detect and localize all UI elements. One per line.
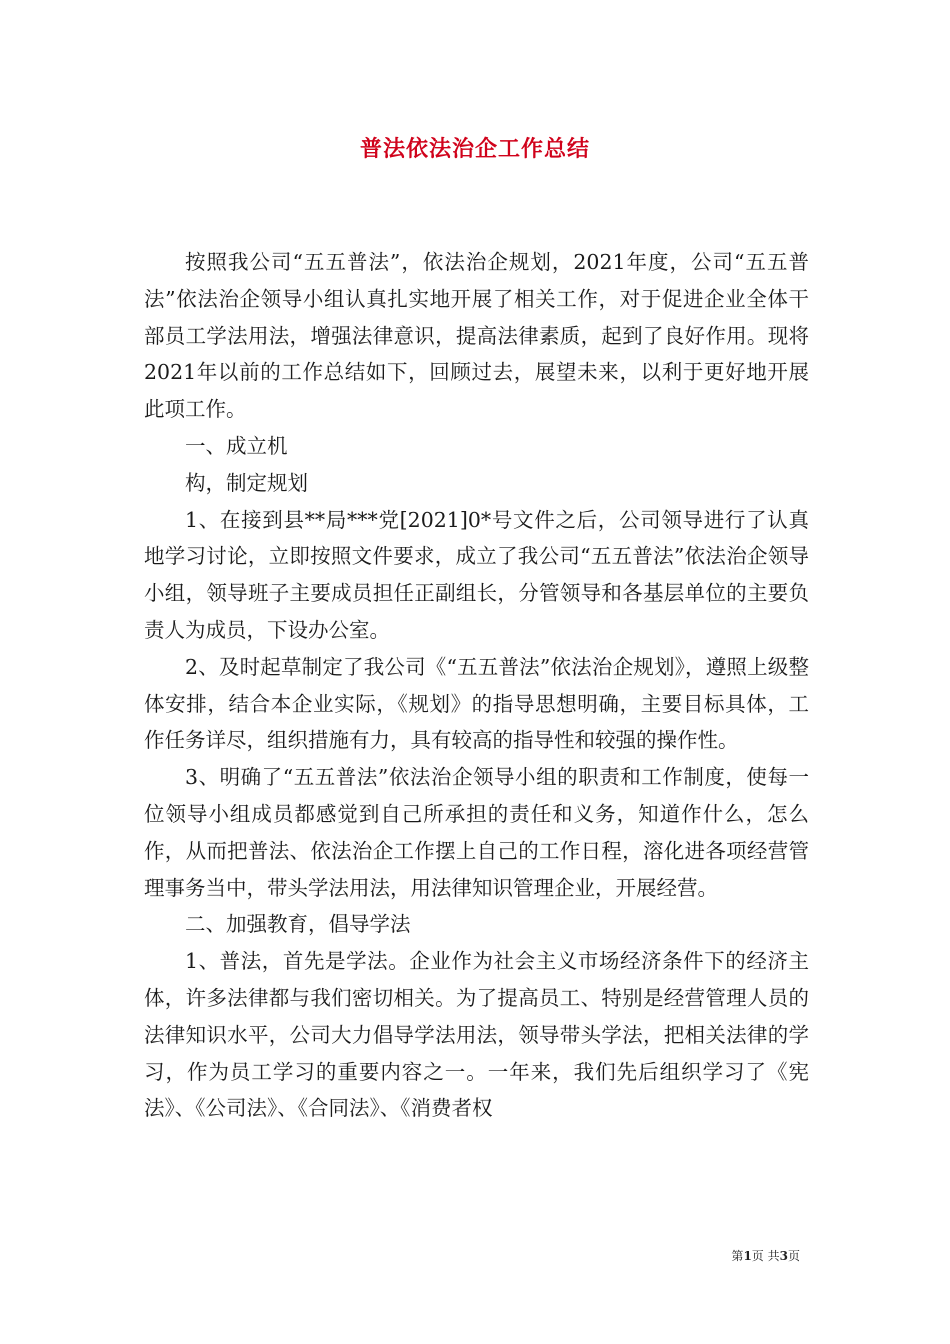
document-title: 普法依法治企工作总结	[359, 136, 590, 162]
footer-current-page: 1	[743, 1249, 752, 1263]
section-heading-1a: 一、成立机	[185, 433, 288, 458]
section-heading-1b: 构，制定规划	[185, 470, 308, 495]
paragraph-2-1: 1、普法，首先是学法。企业作为社会主义市场经济条件下的经济主体，许多法律都与我们密切相关。为了提高员工、特别是经营管理人员的法律知识水平，公司大力倡导学法用法，领导带头学法，把相关法律的学习，作为员工学习的重要内容之一。一年来，我们先后组织学习了《宪法》、《公司法》、《合同法》、《消费者权	[144, 949, 809, 1121]
paragraph-1-2: 2、及时起草制定了我公司《“五五普法”依法治企规划》，遵照上级整体安排，结合本企业实际，《规划》的指导思想明确，主要目标具体，工作任务详尽，组织措施有力，具有较高的指导性和较强的操作性。	[144, 654, 809, 753]
paragraph-intro: 按照我公司“五五普法”，依法治企规划，2021年度，公司“五五普法”依法治企领导小组认真扎实地开展了相关工作，对于促进企业全体干部员工学法用法，增强法律意识，提高法律素质，起到了良好作用。现将2021年以前的工作总结如下，回顾过去，展望未来，以利于更好地开展此项工作。	[144, 250, 809, 422]
footer-suffix: 页	[787, 1249, 800, 1263]
footer-total-pages: 3	[779, 1249, 788, 1263]
page-footer	[0, 1247, 800, 1264]
section-heading-2: 二、加强教育，倡导学法	[185, 912, 411, 937]
paragraph-1-3: 3、明确了“五五普法”依法治企领导小组的职责和工作制度，使每一位领导小组成员都感觉到自己所承担的责任和义务，知道作什么，怎么作，从而把普法、依法治企工作摆上自己的工作日程，溶化进各项经营管理事务当中，带头学法用法，用法律知识管理企业，开展经营。	[144, 765, 809, 900]
paragraph-1-1: 1、在接到县**局***党[2021]0*号文件之后，公司领导进行了认真地学习讨论，立即按照文件要求，成立了我公司“五五普法”依法治企领导小组，领导班子主要成员担任正副组长，分管领导和各基层单位的主要负责人为成员，下设办公室。	[144, 507, 809, 642]
document-body	[144, 244, 809, 1127]
footer-middle: 页 共	[751, 1249, 780, 1263]
footer-prefix: 第	[731, 1249, 744, 1263]
